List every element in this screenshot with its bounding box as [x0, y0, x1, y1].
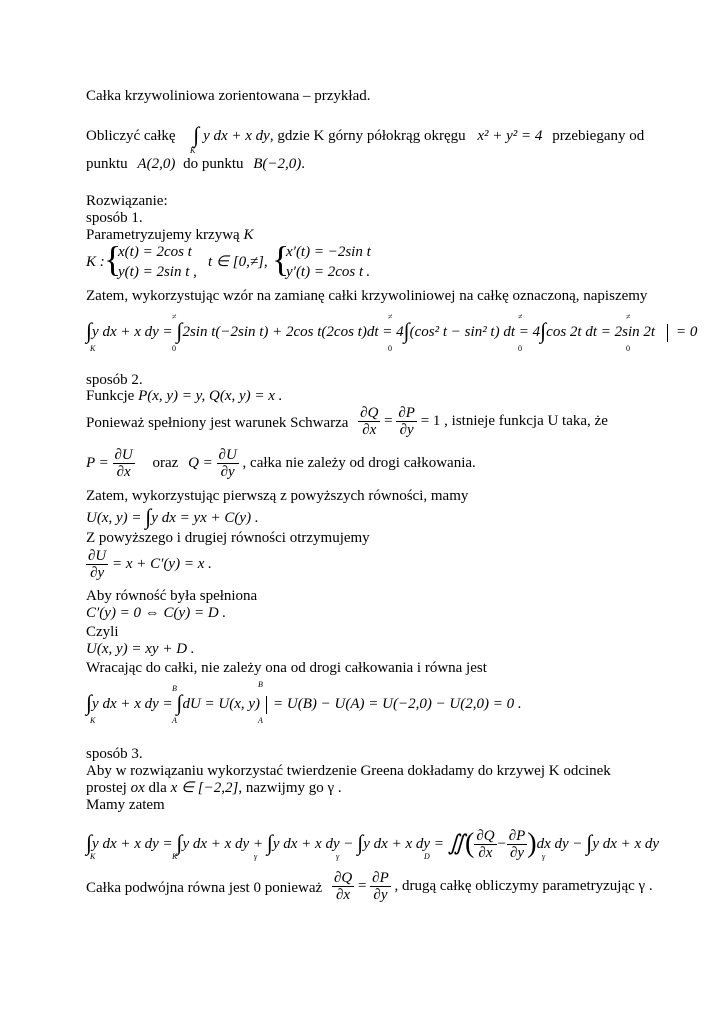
integral-subscript: D: [424, 852, 430, 861]
upper-limit: ≠: [172, 312, 177, 321]
x-of-t: x(t) = 2cos t: [118, 244, 192, 260]
upper-limit: ≠: [518, 312, 523, 321]
final-text: Całka podwójna równa jest 0 ponieważ $\frac{\partial Q}{\partial x}$ = $\frac{\partial P}{\partial y}$ , drugą całkę obliczymy parametryzując γ .: [86, 870, 653, 903]
lower-limit: 0: [388, 344, 392, 353]
functions-line: [86, 388, 282, 405]
integral-sign: ∫: [145, 504, 152, 529]
point-A: A(2,0): [137, 156, 176, 172]
lower-limit: A: [258, 716, 263, 725]
functions-defs: P(x, y) = y, Q(x, y) = x .: [138, 388, 283, 404]
eq-part-2: (cos² t − sin² t) dt = 4: [409, 324, 541, 340]
period: .: [366, 264, 370, 280]
upper-limit: B: [258, 680, 263, 689]
problem-text: przebiegany od: [552, 128, 645, 144]
green-text-1: Aby w rozwiązaniu wykorzystać twierdzenie Greena dokładamy do krzywej K odcinek: [86, 763, 611, 779]
method-1-equation: [86, 320, 697, 342]
problem-text: .: [301, 156, 306, 172]
method-3-heading: sposób 3.: [86, 746, 143, 762]
independence-text: , całka nie zależy od drogi całkowania.: [242, 454, 476, 471]
problem-text: punktu: [86, 156, 128, 172]
final-equation: ∫y dx + x dy = ∫dU = U(x, y) = U(B) − U(A) = U(−2,0) − U(2,0) = 0 .: [86, 690, 522, 715]
problem-text: Obliczyć całkę: [86, 128, 176, 144]
integral-sign: ∫: [357, 829, 364, 855]
upper-limit: ≠: [388, 312, 393, 321]
fraction-dUdx: $\frac{\partial U}{\partial x}$: [114, 447, 133, 480]
point-B: B(−2,0): [253, 156, 302, 172]
lower-limit: A: [172, 716, 177, 725]
Q-eq: Q =: [188, 454, 213, 471]
circle-equation: x² + y² = 4: [477, 128, 543, 144]
have-text: Mamy zatem: [86, 797, 165, 813]
schwarz-line: [86, 405, 608, 438]
integral-subscript: K: [90, 344, 96, 353]
U-final: U(x, y) = xy + D .: [86, 641, 195, 657]
fraction-dUdy: $\frac{\partial U}{\partial y}$: [218, 447, 237, 480]
so-text: Czyli: [86, 624, 119, 640]
U-equation: U(x, y) = ∫y dx = yx + C(y) .: [86, 504, 259, 529]
integral-subscript: γ: [336, 852, 340, 861]
C-equation: C′(y) = 0 ⇔ C(y) = D .: [86, 605, 227, 621]
left-brace: {: [272, 239, 290, 279]
eq-part-3: cos 2t dt = 2sin 2t: [546, 324, 656, 340]
dU-equation: $\frac{\partial U}{\partial y}$ = x + C′(y) = x .: [88, 548, 212, 581]
integral-sign: ∫: [403, 318, 410, 343]
fraction-dUdy: $\frac{\partial U}{\partial y}$: [88, 548, 107, 581]
second-eq-text: Z powyższego i drugiej równości otrzymujemy: [86, 530, 370, 546]
back-text: Wracając do całki, nie zależy ona od drogi całkowania i równa jest: [86, 660, 487, 676]
integral-sign: ∫: [86, 690, 93, 715]
method-2-heading: sposób 2.: [86, 372, 143, 388]
eq-result: = 0: [676, 324, 698, 340]
integral-sign: ∫: [176, 690, 183, 715]
lower-limit: 0: [626, 344, 630, 353]
fraction-dPdy: $\frac{\partial P}{\partial y}$: [372, 870, 389, 903]
y-prime: y′(t) = 2cos t: [286, 264, 364, 280]
left-paren: (: [464, 827, 475, 859]
integral-subscript: K: [90, 852, 96, 861]
integral-sign: ∫: [266, 829, 273, 855]
fraction-dQdx: $\frac{\partial Q}{\partial x}$: [333, 870, 353, 903]
x-prime: x′(t) = −2sin t: [286, 244, 371, 260]
method-1-heading: sposób 1.: [86, 210, 143, 226]
schwarz-post: = 1 , istnieje funkcja U taka, że: [420, 412, 608, 429]
param-K: K: [243, 227, 254, 243]
lower-limit: 0: [518, 344, 522, 353]
conj-oraz: oraz: [152, 454, 179, 471]
double-integral-sign: ∬: [447, 829, 465, 855]
integral-sign: ∫: [193, 122, 200, 147]
page-title: Całka krzywoliniowa zorientowana – przykład.: [86, 88, 371, 104]
pq-def-line: [86, 447, 476, 480]
eval-bar: [655, 324, 668, 342]
eq-part-1: 2sin t(−2sin t) + 2cos t(2cos t)dt = 4: [182, 324, 404, 340]
eq-lhs: y dx + x dy =: [92, 324, 173, 340]
holds-text: Aby równość była spełniona: [86, 588, 258, 604]
fraction-dPdy: $\frac{\partial P}{\partial y}$: [508, 828, 526, 861]
upper-limit: ≠: [626, 312, 631, 321]
integral-sign: ∫: [176, 318, 183, 343]
integral-subscript: K: [172, 852, 178, 861]
integral-subscript: K: [190, 146, 196, 155]
integrand: y dx + x dy: [203, 128, 270, 144]
integral-subscript: γ: [254, 852, 258, 861]
left-brace: {: [104, 239, 122, 279]
fraction-dQdx: $\frac{\partial Q}{\partial x}$: [476, 828, 495, 861]
integral-sign: ∫: [86, 829, 93, 855]
integral-subscript: γ: [542, 852, 546, 861]
upper-limit: B: [172, 684, 177, 693]
integral-subscript: K: [90, 716, 96, 725]
green-text-2: prostej ox dla x ∈ [−2,2], nazwijmy go γ .: [86, 780, 342, 796]
right-paren: ): [527, 827, 537, 859]
schwarz-text: Ponieważ spełniony jest warunek Schwarza: [86, 414, 349, 431]
integral-sign: ∫: [540, 318, 547, 343]
integral-sign: ∫: [586, 829, 593, 855]
fraction-dQdx: $\frac{\partial Q}{\partial x}$: [360, 405, 379, 438]
lower-limit: 0: [172, 344, 176, 353]
integral-sign: ∫: [86, 318, 93, 343]
functions-label: Funkcje: [86, 388, 135, 404]
y-of-t: y(t) = 2sin t ,: [118, 264, 197, 280]
problem-line-2: [86, 156, 305, 173]
method-1-text: Zatem, wykorzystując wzór na zamianę całki krzywoliniowej na całkę oznaczoną, napiszemy: [86, 288, 648, 304]
equals: =: [384, 412, 393, 429]
problem-text: do punktu: [183, 156, 244, 172]
param-label: Parametryzujemy krzywą: [86, 227, 240, 243]
P-eq: P =: [86, 454, 109, 471]
K-label: K :: [86, 254, 105, 270]
integral-sign: ∫: [176, 829, 183, 855]
fraction-dPdy: $\frac{\partial P}{\partial y}$: [398, 405, 415, 438]
eval-bar: [260, 696, 267, 714]
solution-label: Rozwiązanie:: [86, 193, 168, 209]
problem-line-1: [86, 124, 644, 145]
t-range: t ∈ [0,≠],: [208, 254, 268, 270]
problem-text: , gdzie K górny półokrąg okręgu: [269, 128, 466, 144]
first-eq-text: Zatem, wykorzystując pierwszą z powyższych równości, mamy: [86, 488, 469, 504]
green-equation: ∫y dx + x dy = ∫y dx + x dy + ∫y dx + x dy − ∫y dx + x dy = ∬( $\frac{\partial Q}{\partial x}$ − $\frac{\partial P}{\partial y}$ )dx dy − ∫y dx + x dy: [86, 827, 660, 861]
